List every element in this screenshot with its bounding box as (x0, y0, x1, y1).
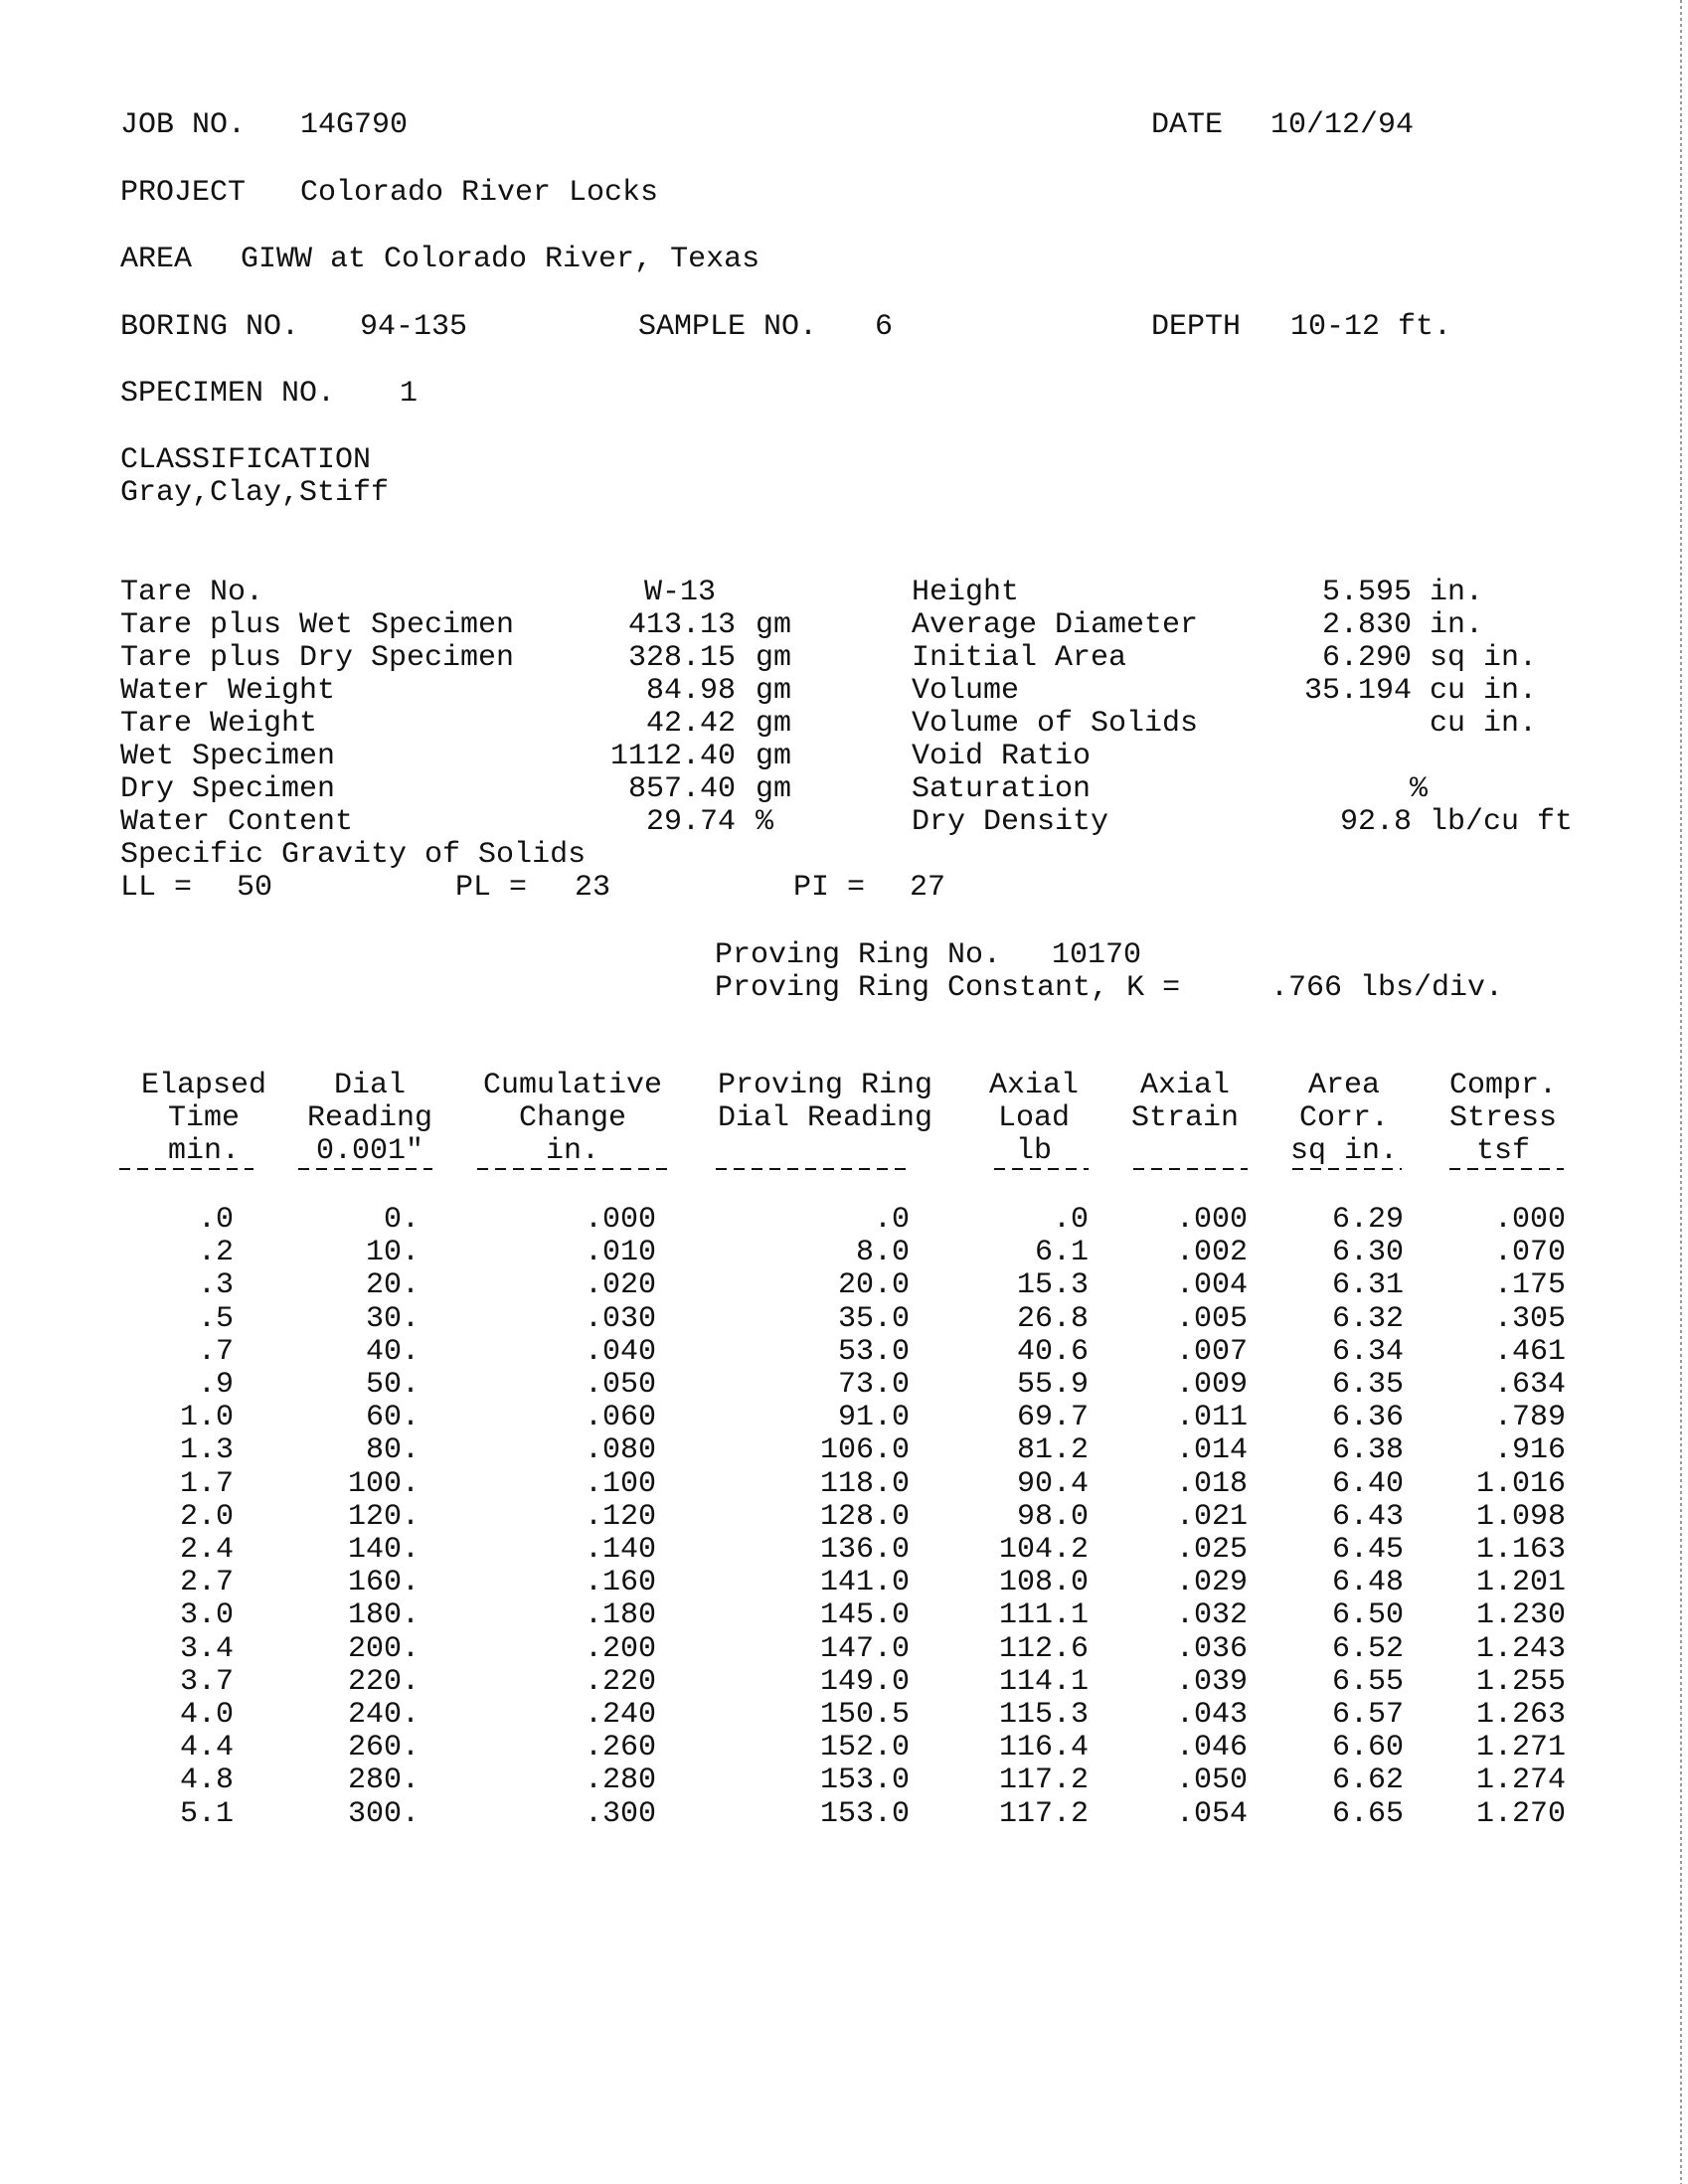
proving-ring-constant-label: Proving Ring Constant, K = (715, 971, 1181, 1005)
axial-load-cell: 117.2 (998, 1764, 1089, 1797)
property-unit: sq in. (1430, 641, 1538, 675)
area-corr-cell: 6.36 (1331, 1401, 1404, 1434)
property-unit: cu in. (1430, 674, 1538, 708)
cumulative-change-cell: .200 (584, 1632, 656, 1666)
property-value: 328.15 (627, 641, 736, 675)
axial-load-cell: 55.9 (1016, 1368, 1089, 1402)
axial-load-cell: 111.1 (998, 1598, 1089, 1632)
dial-reading-cell: 80. (365, 1433, 420, 1467)
area-corr-cell: 6.48 (1331, 1566, 1404, 1599)
compr-stress-cell: .305 (1493, 1302, 1566, 1336)
header-rule (1292, 1168, 1402, 1170)
column-header-axial-strain: Axial Strain (1130, 1069, 1240, 1135)
header-rule (477, 1168, 671, 1170)
proving-ring-dial-cell: 153.0 (819, 1797, 910, 1831)
axial-load-cell: 117.2 (998, 1797, 1089, 1831)
area-corr-cell: 6.40 (1331, 1467, 1404, 1501)
property-value: 84.98 (645, 674, 736, 708)
axial-strain-cell: .025 (1175, 1533, 1248, 1567)
cumulative-change-cell: .180 (584, 1598, 656, 1632)
axial-load-cell: 104.2 (998, 1533, 1089, 1567)
header-rule (716, 1168, 910, 1170)
property-label: Water Weight (120, 674, 336, 708)
dial-reading-cell: 100. (347, 1467, 420, 1501)
dial-reading-cell: 120. (347, 1500, 420, 1534)
axial-load-cell: 108.0 (998, 1566, 1089, 1599)
property-unit: % (756, 805, 774, 839)
proving-ring-dial-cell: 152.0 (819, 1731, 910, 1764)
axial-strain-cell: .011 (1175, 1401, 1248, 1434)
area-corr-cell: 6.32 (1331, 1302, 1404, 1336)
dial-reading-cell: 280. (347, 1764, 420, 1797)
axial-strain-cell: .046 (1175, 1731, 1248, 1764)
job-label: JOB NO. (120, 108, 247, 142)
specimen-number: 1 (400, 377, 419, 411)
axial-strain-cell: .036 (1175, 1632, 1248, 1666)
specimen-label: SPECIMEN NO. (120, 377, 336, 411)
elapsed-time-cell: 1.3 (179, 1433, 234, 1467)
axial-strain-cell: .007 (1175, 1335, 1248, 1369)
cumulative-change-cell: .030 (584, 1302, 656, 1336)
dial-reading-cell: 220. (347, 1665, 420, 1699)
property-value: 413.13 (627, 608, 736, 642)
cumulative-change-cell: .040 (584, 1335, 656, 1369)
cumulative-change-cell: .220 (584, 1665, 656, 1699)
property-value: 92.8 (1339, 805, 1412, 839)
property-unit: % (1410, 772, 1429, 806)
axial-strain-cell: .029 (1175, 1566, 1248, 1599)
property-label: Dry Specimen (120, 772, 336, 806)
area-corr-cell: 6.34 (1331, 1335, 1404, 1369)
elapsed-time-cell: 3.4 (179, 1632, 234, 1666)
area-corr-cell: 6.38 (1331, 1433, 1404, 1467)
axial-load-cell: 90.4 (1016, 1467, 1089, 1501)
axial-load-cell: 15.3 (1016, 1268, 1089, 1302)
area-corr-cell: 6.52 (1331, 1632, 1404, 1666)
proving-ring-dial-cell: 91.0 (837, 1401, 910, 1434)
property-label: Tare No. (120, 576, 264, 609)
dial-reading-cell: 10. (365, 1236, 420, 1269)
elapsed-time-cell: 5.1 (179, 1797, 234, 1831)
pi-value: 27 (910, 871, 946, 905)
dial-reading-cell: 160. (347, 1566, 420, 1599)
axial-strain-cell: .032 (1175, 1598, 1248, 1632)
axial-load-cell: 81.2 (1016, 1433, 1089, 1467)
elapsed-time-cell: .2 (197, 1236, 234, 1269)
date-label: DATE (1151, 108, 1224, 142)
pl-value: 23 (575, 871, 611, 905)
area-corr-cell: 6.31 (1331, 1268, 1404, 1302)
proving-ring-dial-cell: 145.0 (819, 1598, 910, 1632)
elapsed-time-cell: 2.7 (179, 1566, 234, 1599)
axial-load-cell: 114.1 (998, 1665, 1089, 1699)
dial-reading-cell: 260. (347, 1731, 420, 1764)
property-unit: gm (756, 772, 792, 806)
property-label: Tare Weight (120, 707, 318, 741)
proving-ring-dial-cell: 35.0 (837, 1302, 910, 1336)
axial-strain-cell: .054 (1175, 1797, 1248, 1831)
property-label: Water Content (120, 805, 354, 839)
proving-ring-dial-cell: 136.0 (819, 1533, 910, 1567)
axial-load-cell: .0 (1052, 1203, 1089, 1237)
elapsed-time-cell: 2.4 (179, 1533, 234, 1567)
axial-load-cell: 26.8 (1016, 1302, 1089, 1336)
property-label: Height (912, 576, 1020, 609)
proving-ring-dial-cell: 149.0 (819, 1665, 910, 1699)
cumulative-change-cell: .260 (584, 1731, 656, 1764)
dial-reading-cell: 30. (365, 1302, 420, 1336)
proving-ring-dial-cell: 53.0 (837, 1335, 910, 1369)
property-unit: gm (756, 641, 792, 675)
project-label: PROJECT (120, 176, 247, 210)
compr-stress-cell: 1.274 (1475, 1764, 1566, 1797)
elapsed-time-cell: 3.0 (179, 1598, 234, 1632)
elapsed-time-cell: .0 (197, 1203, 234, 1237)
elapsed-time-cell: .5 (197, 1302, 234, 1336)
property-label: Tare plus Wet Specimen (120, 608, 515, 642)
axial-strain-cell: .002 (1175, 1236, 1248, 1269)
boring-number: 94-135 (360, 310, 468, 344)
property-label: Dry Density (912, 805, 1109, 839)
property-unit: gm (756, 674, 792, 708)
cumulative-change-cell: .080 (584, 1433, 656, 1467)
area-corr-cell: 6.60 (1331, 1731, 1404, 1764)
property-label: Volume (912, 674, 1020, 708)
proving-ring-constant: .766 lbs/div. (1270, 971, 1504, 1005)
dial-reading-cell: 140. (347, 1533, 420, 1567)
project-name: Colorado River Locks (300, 176, 659, 210)
proving-ring-dial-cell: 153.0 (819, 1764, 910, 1797)
property-value: 5.595 (1321, 576, 1412, 609)
dial-reading-cell: 200. (347, 1632, 420, 1666)
property-label: Wet Specimen (120, 740, 336, 773)
compr-stress-cell: 1.255 (1475, 1665, 1566, 1699)
dial-reading-cell: 40. (365, 1335, 420, 1369)
compr-stress-cell: 1.098 (1475, 1500, 1566, 1534)
compr-stress-cell: 1.163 (1475, 1533, 1566, 1567)
property-unit: gm (756, 608, 792, 642)
elapsed-time-cell: 3.7 (179, 1665, 234, 1699)
compr-stress-cell: 1.243 (1475, 1632, 1566, 1666)
column-header-cumulative-change: Cumulative Change in. (482, 1069, 663, 1168)
property-value: 42.42 (645, 707, 736, 741)
area-corr-cell: 6.45 (1331, 1533, 1404, 1567)
cumulative-change-cell: .300 (584, 1797, 656, 1831)
cumulative-change-cell: .000 (584, 1203, 656, 1237)
axial-strain-cell: .018 (1175, 1467, 1248, 1501)
compr-stress-cell: 1.230 (1475, 1598, 1566, 1632)
elapsed-time-cell: .3 (197, 1268, 234, 1302)
header-rule (1133, 1168, 1248, 1170)
compr-stress-cell: .000 (1493, 1203, 1566, 1237)
classification-label: CLASSIFICATION (120, 443, 372, 477)
property-label: Average Diameter (912, 608, 1199, 642)
classification-value: Gray,Clay,Stiff (120, 476, 390, 510)
property-value: 2.830 (1321, 608, 1412, 642)
area-corr-cell: 6.43 (1331, 1500, 1404, 1534)
compr-stress-cell: .070 (1493, 1236, 1566, 1269)
pi-label: PI = (793, 871, 866, 905)
elapsed-time-cell: .7 (197, 1335, 234, 1369)
sample-label: SAMPLE NO. (638, 310, 818, 344)
axial-strain-cell: .039 (1175, 1665, 1248, 1699)
depth-value: 10-12 ft. (1290, 310, 1452, 344)
compr-stress-cell: 1.016 (1475, 1467, 1566, 1501)
area-corr-cell: 6.30 (1331, 1236, 1404, 1269)
dial-reading-cell: 240. (347, 1698, 420, 1732)
compr-stress-cell: 1.263 (1475, 1698, 1566, 1732)
area-corr-cell: 6.65 (1331, 1797, 1404, 1831)
axial-load-cell: 40.6 (1016, 1335, 1089, 1369)
property-value: W-13 (643, 576, 716, 609)
property-unit: cu in. (1430, 707, 1538, 741)
axial-strain-cell: .009 (1175, 1368, 1248, 1402)
area-corr-cell: 6.57 (1331, 1698, 1404, 1732)
property-value: 35.194 (1303, 674, 1412, 708)
compr-stress-cell: 1.271 (1475, 1731, 1566, 1764)
axial-strain-cell: .021 (1175, 1500, 1248, 1534)
compr-stress-cell: 1.201 (1475, 1566, 1566, 1599)
axial-load-cell: 98.0 (1016, 1500, 1089, 1534)
cumulative-change-cell: .020 (584, 1268, 656, 1302)
proving-ring-no: 10170 (1052, 938, 1142, 972)
axial-strain-cell: .014 (1175, 1433, 1248, 1467)
property-label: Initial Area (912, 641, 1127, 675)
compr-stress-cell: .789 (1493, 1401, 1566, 1434)
column-header-elapsed-time: Elapsed Time min. (140, 1069, 267, 1168)
area-corr-cell: 6.29 (1331, 1203, 1404, 1237)
dial-reading-cell: 180. (347, 1598, 420, 1632)
axial-strain-cell: .050 (1175, 1764, 1248, 1797)
job-number: 14G790 (300, 108, 409, 142)
dial-reading-cell: 50. (365, 1368, 420, 1402)
area-corr-cell: 6.50 (1331, 1598, 1404, 1632)
axial-load-cell: 112.6 (998, 1632, 1089, 1666)
header-rule (1449, 1168, 1564, 1170)
compr-stress-cell: 1.270 (1475, 1797, 1566, 1831)
axial-load-cell: 69.7 (1016, 1401, 1089, 1434)
column-header-dial-reading: Dial Reading 0.001" (306, 1069, 433, 1168)
proving-ring-dial-cell: 141.0 (819, 1566, 910, 1599)
area-corr-cell: 6.62 (1331, 1764, 1404, 1797)
property-value: 1112.40 (609, 740, 736, 773)
compr-stress-cell: .175 (1493, 1268, 1566, 1302)
column-header-axial-load: Axial Load lb (988, 1069, 1079, 1168)
property-value: 6.290 (1321, 641, 1412, 675)
proving-ring-dial-cell: .0 (873, 1203, 910, 1237)
compr-stress-cell: .461 (1493, 1335, 1566, 1369)
area-label: AREA (120, 243, 193, 276)
axial-strain-cell: .004 (1175, 1268, 1248, 1302)
axial-strain-cell: .043 (1175, 1698, 1248, 1732)
proving-ring-dial-cell: 128.0 (819, 1500, 910, 1534)
property-label: Tare plus Dry Specimen (120, 641, 515, 675)
cumulative-change-cell: .160 (584, 1566, 656, 1599)
elapsed-time-cell: 4.8 (179, 1764, 234, 1797)
elapsed-time-cell: 4.0 (179, 1698, 234, 1732)
date-value: 10/12/94 (1270, 108, 1415, 142)
elapsed-time-cell: 1.7 (179, 1467, 234, 1501)
pl-label: PL = (455, 871, 528, 905)
header-rule (119, 1168, 253, 1170)
proving-ring-dial-cell: 20.0 (837, 1268, 910, 1302)
proving-ring-dial-cell: 8.0 (855, 1236, 910, 1269)
elapsed-time-cell: .9 (197, 1368, 234, 1402)
property-label: Volume of Solids (912, 707, 1199, 741)
property-value: 857.40 (627, 772, 736, 806)
column-header-compr-stress: Compr. Stress tsf (1448, 1069, 1558, 1168)
column-header-area-corr: Area Corr. sq in. (1289, 1069, 1399, 1168)
proving-ring-dial-cell: 118.0 (819, 1467, 910, 1501)
property-unit: in. (1430, 608, 1484, 642)
axial-strain-cell: .005 (1175, 1302, 1248, 1336)
area-corr-cell: 6.35 (1331, 1368, 1404, 1402)
cumulative-change-cell: .240 (584, 1698, 656, 1732)
dial-reading-cell: 0. (383, 1203, 420, 1237)
property-unit: gm (756, 707, 792, 741)
specific-gravity-label: Specific Gravity of Solids (120, 838, 587, 872)
cumulative-change-cell: .050 (584, 1368, 656, 1402)
scan-edge (1680, 0, 1682, 2184)
property-label: Saturation (912, 772, 1092, 806)
proving-ring-dial-cell: 106.0 (819, 1433, 910, 1467)
header-rule (994, 1168, 1089, 1170)
axial-load-cell: 116.4 (998, 1731, 1089, 1764)
cumulative-change-cell: .120 (584, 1500, 656, 1534)
property-unit: lb/cu ft (1430, 805, 1574, 839)
area-corr-cell: 6.55 (1331, 1665, 1404, 1699)
cumulative-change-cell: .100 (584, 1467, 656, 1501)
axial-strain-cell: .000 (1175, 1203, 1248, 1237)
elapsed-time-cell: 2.0 (179, 1500, 234, 1534)
property-label: Void Ratio (912, 740, 1092, 773)
property-unit: in. (1430, 576, 1484, 609)
compr-stress-cell: .634 (1493, 1368, 1566, 1402)
depth-label: DEPTH (1151, 310, 1242, 344)
dial-reading-cell: 60. (365, 1401, 420, 1434)
proving-ring-no-label: Proving Ring No. (715, 938, 1002, 972)
compr-stress-cell: .916 (1493, 1433, 1566, 1467)
proving-ring-dial-cell: 150.5 (819, 1698, 910, 1732)
cumulative-change-cell: .060 (584, 1401, 656, 1434)
cumulative-change-cell: .140 (584, 1533, 656, 1567)
proving-ring-dial-cell: 147.0 (819, 1632, 910, 1666)
cumulative-change-cell: .010 (584, 1236, 656, 1269)
proving-ring-dial-cell: 73.0 (837, 1368, 910, 1402)
dial-reading-cell: 20. (365, 1268, 420, 1302)
property-unit: gm (756, 740, 792, 773)
header-rule (298, 1168, 432, 1170)
axial-load-cell: 6.1 (1034, 1236, 1089, 1269)
column-header-proving-ring-dial: Proving Ring Dial Reading (717, 1069, 933, 1135)
dial-reading-cell: 300. (347, 1797, 420, 1831)
area-value: GIWW at Colorado River, Texas (241, 243, 760, 276)
ll-value: 50 (237, 871, 273, 905)
axial-load-cell: 115.3 (998, 1698, 1089, 1732)
boring-label: BORING NO. (120, 310, 300, 344)
property-value: 29.74 (645, 805, 736, 839)
cumulative-change-cell: .280 (584, 1764, 656, 1797)
elapsed-time-cell: 1.0 (179, 1401, 234, 1434)
sample-number: 6 (875, 310, 894, 344)
elapsed-time-cell: 4.4 (179, 1731, 234, 1764)
ll-label: LL = (120, 871, 193, 905)
